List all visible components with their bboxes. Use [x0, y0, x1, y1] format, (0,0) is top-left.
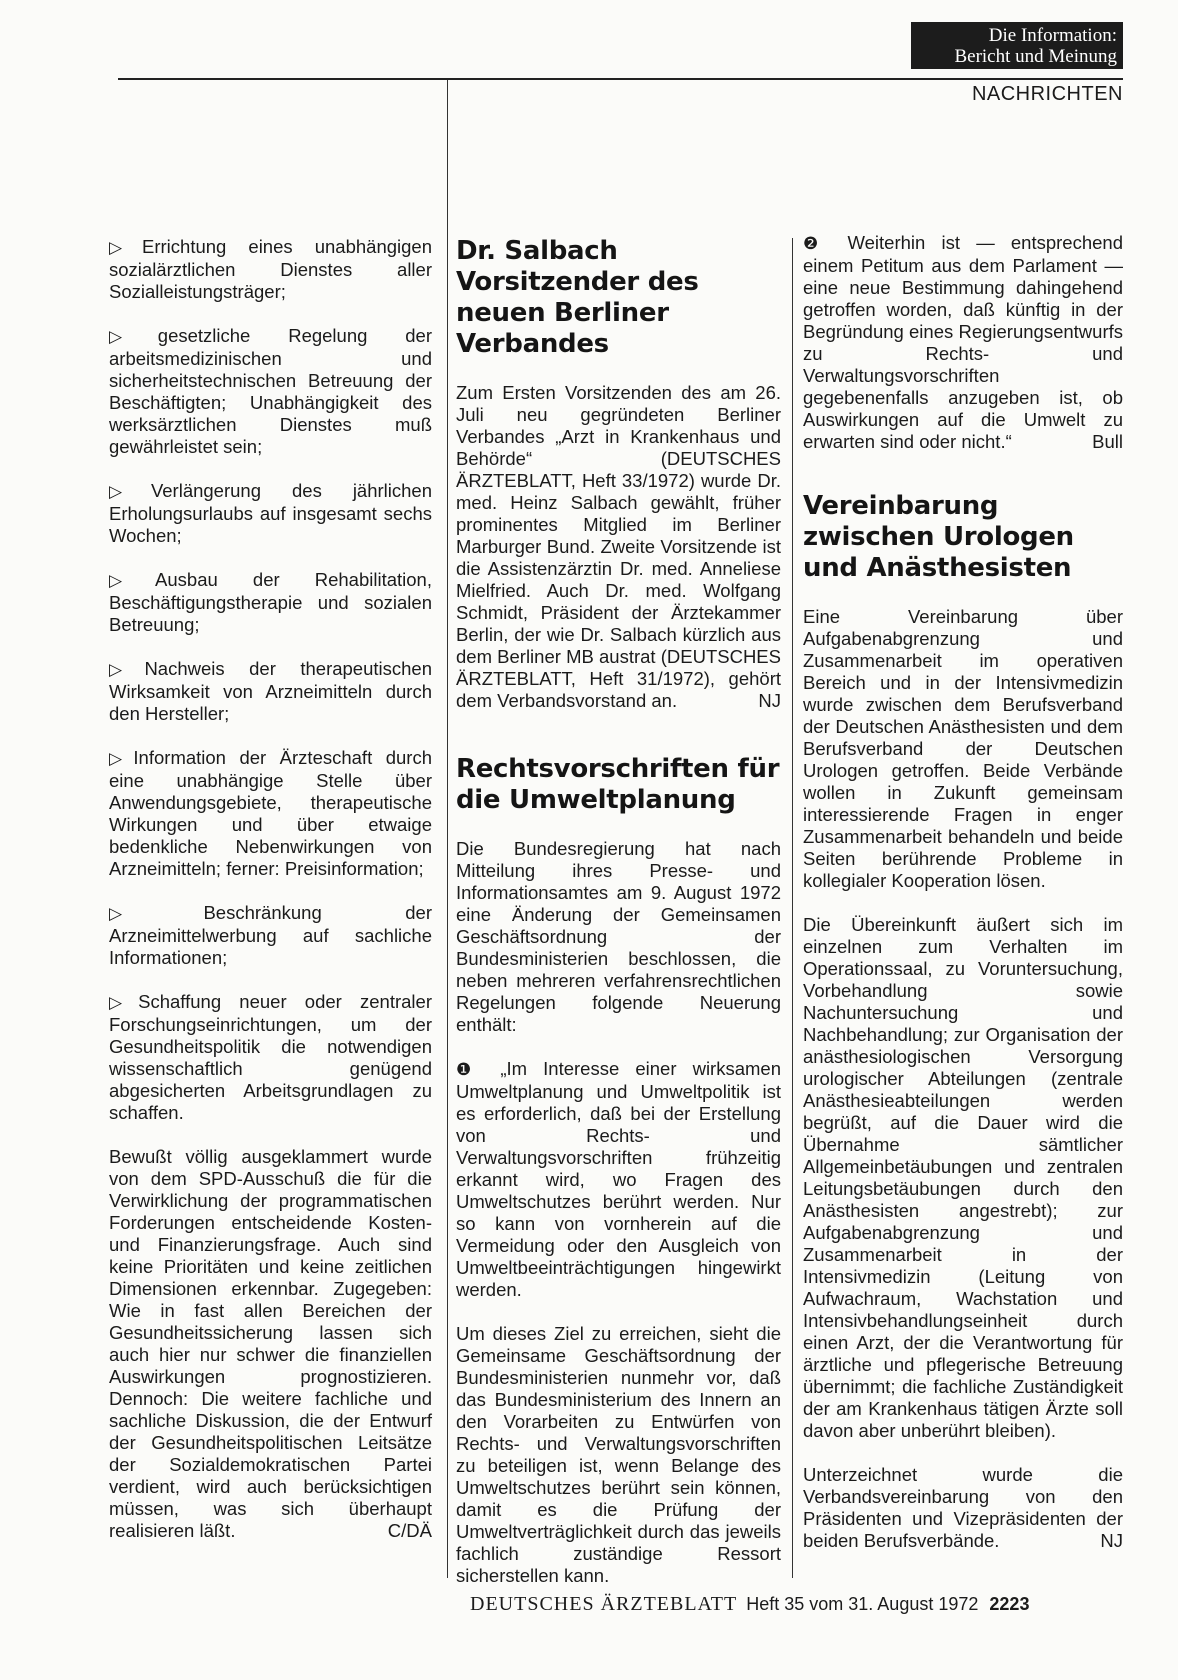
- triangle-bullet-icon: ▷: [109, 993, 136, 1012]
- rubric-line-2: Bericht und Meinung: [954, 46, 1117, 67]
- article-text: „Im Interesse einer wirksamen Umweltplanung und Umweltpolitik ist es erforderlich, daß bei der Erstellung von Rechts- und Verwaltungsvorschriften frühzeitig erkannt wird, wo Fragen des Umweltschutzes berührt werden. Nur so kann von vornherein auf die Vermeidung oder den Ausgleich von Umweltbeeinträchtigungen hingewirkt werden.: [456, 1058, 781, 1300]
- demand-text: Verlängerung des jährlichen Erholungsurlaubs auf insgesamt sechs Wochen;: [109, 480, 432, 546]
- page-footer: [470, 1593, 1029, 1616]
- demand-text: Nachweis der therapeutischen Wirksamkeit von Arzneimitteln durch den Hersteller;: [109, 658, 433, 724]
- article-paragraph: Die Übereinkunft äußert sich im einzelnen zum Verhalten im Operationssaal, zu Voruntersuchung, Vorbehandlung sowie Nachuntersuchung und Nachbehandlung; zur Organisation der anästhesiologischen Versorgung urologischer Abteilungen (zentrale Anästhesieabteilungen werden begrüßt, auf die Dauer wird die Übernahme sämtlicher Allgemeinbetäubungen und zentralen Leitungsbetäubungen durch den Anästhesisten angestrebt); zur Aufgabenabgrenzung und Zusammenarbeit in der Intensivmedizin (Leitung von Aufwachraum, Wachstation und Intensivbehandlungseinheit durch einen Arzt, der die Verantwortung für ärztliche und pflegerische Betreuung übernimmt; die fachliche Zuständigkeit der am Krankenhaus tätigen Ärzte soll davon aber unberührt bleiben).: [803, 914, 1123, 1441]
- issue-info: Heft 35 vom 31. August 1972: [746, 1594, 979, 1614]
- demand-item: [109, 569, 432, 636]
- triangle-bullet-icon: ▷: [109, 327, 155, 346]
- article-headline: Rechtsvorschriften für die Umweltplanung: [456, 754, 780, 815]
- article-paragraph: [803, 232, 1123, 453]
- page-number: 2223: [989, 1594, 1030, 1614]
- demand-text: Schaffung neuer oder zentraler Forschungseinrichtungen, um der Gesundheitspolitik die notwendigen wissenschaftlich genügend abgesicherten Arbeitsgrundlagen zu schaffen.: [109, 991, 432, 1123]
- article-paragraph: Eine Vereinbarung über Aufgabenabgrenzung und Zusammenarbeit im operativen Bereich und in der Intensivmedizin wurde zwischen dem Berufsverband der Deutschen Anästhesisten und dem Berufsverband der Deutschen Urologen getroffen. Beide Verbände wollen in Zukunft gemeinsam interessierende Fragen in enger Zusammenarbeit behandeln und beide Seiten berührende Probleme in kollegialer Kooperation lösen.: [803, 606, 1123, 891]
- article-paragraph: Um dieses Ziel zu erreichen, sieht die Gemeinsame Geschäftsordnung der Bundesministerien nunmehr vor, daß das Bundesministerium des Innern an den Vorarbeiten zu Entwürfen von Rechts- und Verwaltungsvorschriften zu beteiligen ist, wenn Belange des Umweltschutzes berührt sein können, damit es die Prüfung der Umweltverträglichkeit durch das jeweils fachlich zuständige Ressort sicherstellen kann.: [456, 1323, 781, 1586]
- column-divider: [447, 80, 448, 1578]
- section-label: NACHRICHTEN: [971, 83, 1123, 105]
- article-body: [456, 382, 781, 712]
- triangle-bullet-icon: ▷: [109, 749, 131, 768]
- article-headline: Dr. Salbach Vorsitzender des neuen Berliner Verbandes: [456, 236, 699, 359]
- rubric-badge: [911, 22, 1123, 69]
- author-signature: NJ: [1100, 1530, 1123, 1551]
- demands-list: [109, 236, 432, 1124]
- column-divider: [792, 238, 793, 1578]
- demand-item: [109, 747, 432, 880]
- demand-item: [109, 325, 432, 458]
- article-paragraph: Die Bundesregierung hat nach Mitteilung ihres Presse- und Informationsamtes am 9. August 1972 eine Änderung der Gemeinsamen Geschäftsordnung der Bundesministerien beschlossen, die neben mehreren verfahrensrechtlichen Regelungen folgende Neuerung enthält:: [456, 838, 781, 1035]
- demand-text: gesetzliche Regelung der arbeitsmedizinischen und sicherheitstechnischen Betreuung der Beschäftigten; Unabhängigkeit des werksärztlichen Dienstes muß gewährleistet sein;: [109, 325, 432, 457]
- closing-paragraph: [109, 1146, 432, 1542]
- demand-text: Errichtung eines unabhängigen sozialärztlichen Dienstes aller Sozialleistungsträger;: [109, 236, 432, 302]
- author-signature: Bull: [1092, 431, 1123, 452]
- number-one-icon: ❶: [456, 1060, 483, 1079]
- triangle-bullet-icon: ▷: [109, 660, 142, 679]
- rubric-line-1: Die Information:: [988, 25, 1117, 46]
- journal-name: DEUTSCHES ÄRZTEBLATT: [470, 1593, 738, 1615]
- header-rule: [118, 78, 1123, 80]
- demand-item: [109, 991, 432, 1124]
- left-column: [109, 236, 432, 1564]
- number-two-icon: ❷: [803, 234, 830, 253]
- author-signature: NJ: [758, 690, 781, 711]
- demand-item: [109, 658, 432, 725]
- middle-column: [456, 236, 781, 1609]
- right-column: [803, 232, 1123, 1574]
- demand-text: Information der Ärzteschaft durch eine unabhängige Stelle über Anwendungsgebiete, therapeutische Wirkungen und über etwaige bedenkliche Nebenwirkungen von Arzneimitteln; ferner: Preisinformation;: [109, 747, 432, 879]
- article-text: Zum Ersten Vorsitzenden des am 26. Juli neu gegründeten Berliner Verbandes „Arzt in Krankenhaus und Behörde“ (DEUTSCHES ÄRZTEBLATT, Heft 33/1972) wurde Dr. med. Heinz Salbach gewählt, früher prominentes Mitglied im Berliner Marburger Bund. Zweite Vorsitzende ist die Assistenzärztin Dr. med. Anneliese Mielfried. Auch Dr. med. Wolfgang Schmidt, Präsident der Ärztekammer Berlin, der wie Dr. Salbach kürzlich aus dem Berliner MB austrat (DEUTSCHES ÄRZTEBLATT, Heft 31/1972), gehört dem Verbandsvorstand an.: [456, 382, 781, 711]
- demand-item: [109, 480, 432, 547]
- triangle-bullet-icon: ▷: [109, 571, 153, 590]
- triangle-bullet-icon: ▷: [109, 904, 201, 923]
- demand-text: Beschränkung der Arzneimittelwerbung auf sachliche Informationen;: [109, 902, 433, 968]
- closing-text: Bewußt völlig ausgeklammert wurde von dem SPD-Ausschuß die für die Verwirklichung der programmatischen Forderungen entscheidende Kosten- und Finanzierungsfrage. Auch sind keine Prioritäten und keine zeitlichen Dimensionen erkennbar. Zugegeben: Wie in fast allen Bereichen der Gesundheitssicherung lassen sich auch hier nur schwer die finanziellen Auswirkungen prognostizieren. Dennoch: Die weitere fachliche und sachliche Diskussion, die der Entwurf der Gesundheitspolitischen Leitsätze der Sozialdemokratischen Partei verdient, wird auch berücksichtigen müssen, was sich überhaupt realisieren läßt.: [109, 1146, 432, 1541]
- demand-text: Ausbau der Rehabilitation, Beschäftigungstherapie und sozialen Betreuung;: [109, 569, 432, 635]
- demand-item: [109, 236, 432, 303]
- article-paragraph: [456, 1058, 781, 1301]
- demand-item: [109, 902, 432, 969]
- triangle-bullet-icon: ▷: [109, 238, 140, 257]
- triangle-bullet-icon: ▷: [109, 482, 148, 501]
- article-text: Unterzeichnet wurde die Verbandsvereinbarung von den Präsidenten und Vizepräsidenten der beiden Berufsverbände.: [803, 1464, 1123, 1551]
- article-headline: Vereinbarung zwischen Urologen und Anästhesisten: [803, 491, 1074, 583]
- author-signature: C/DÄ: [387, 1520, 432, 1541]
- article-text: Weiterhin ist — entsprechend einem Petitum aus dem Parlament — eine neue Bestimmung dahingehend getroffen worden, daß künftig in der Begründung eines Regierungsentwurfs zu Rechts- und Verwaltungsvorschriften gegebenenfalls anzugeben ist, ob Auswirkungen auf die Umwelt zu erwarten sind oder nicht.“: [803, 232, 1123, 452]
- article-paragraph: [803, 1464, 1123, 1552]
